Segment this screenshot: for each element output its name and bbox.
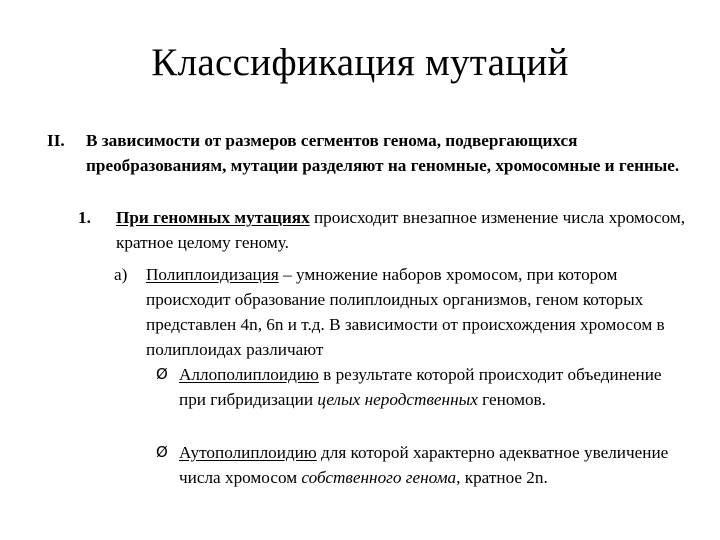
sub-a-marker: а): [114, 265, 128, 284]
bullet2-paragraph: [179, 440, 679, 490]
item1-paragraph: [116, 205, 696, 255]
bullet1-italic: целых неродственных: [317, 390, 478, 409]
bullet1-paragraph: [179, 362, 679, 412]
bullet2-text: для которой характерно адекватное увеличение числа хромосом: [179, 443, 669, 487]
section-text: В зависимости от размеров сегментов генома, подвергающихся преобразованиям, мутации разделяют на геномные, хромосомные и генные.: [86, 131, 680, 175]
bullet1-text: в результате которой происходит объединение при гибридизации: [179, 365, 662, 409]
sub-a-text: – умножение наборов хромосом, при котором происходит образование полиплоидных организмов, геном которых представлен 4n, 6n и т.д. В зависимости от происхождения хромосом в полиплоидах различают: [146, 265, 665, 359]
item1-marker: 1.: [78, 208, 91, 227]
bullet1-tail: геномов.: [477, 390, 546, 409]
bullet1-arrow-icon: Ø: [156, 365, 168, 383]
item1-term: При геномных мутациях: [116, 208, 310, 227]
sub-a-paragraph: [146, 262, 694, 362]
bullet1-term: Аллополиплоидию: [179, 365, 319, 384]
sub-a-term: Полиплоидизация: [146, 265, 279, 284]
slide-title: Классификация мутаций: [151, 41, 569, 84]
bullet2-italic: собственного генома: [301, 468, 457, 487]
section-marker: II.: [47, 131, 65, 150]
bullet2-tail: , кратное 2n.: [456, 468, 548, 487]
bullet2-term: Аутополиплоидию: [179, 443, 317, 462]
item1-text: происходит внезапное изменение числа хромосом, кратное целому геному.: [116, 208, 686, 252]
bullet2-arrow-icon: Ø: [156, 443, 168, 461]
